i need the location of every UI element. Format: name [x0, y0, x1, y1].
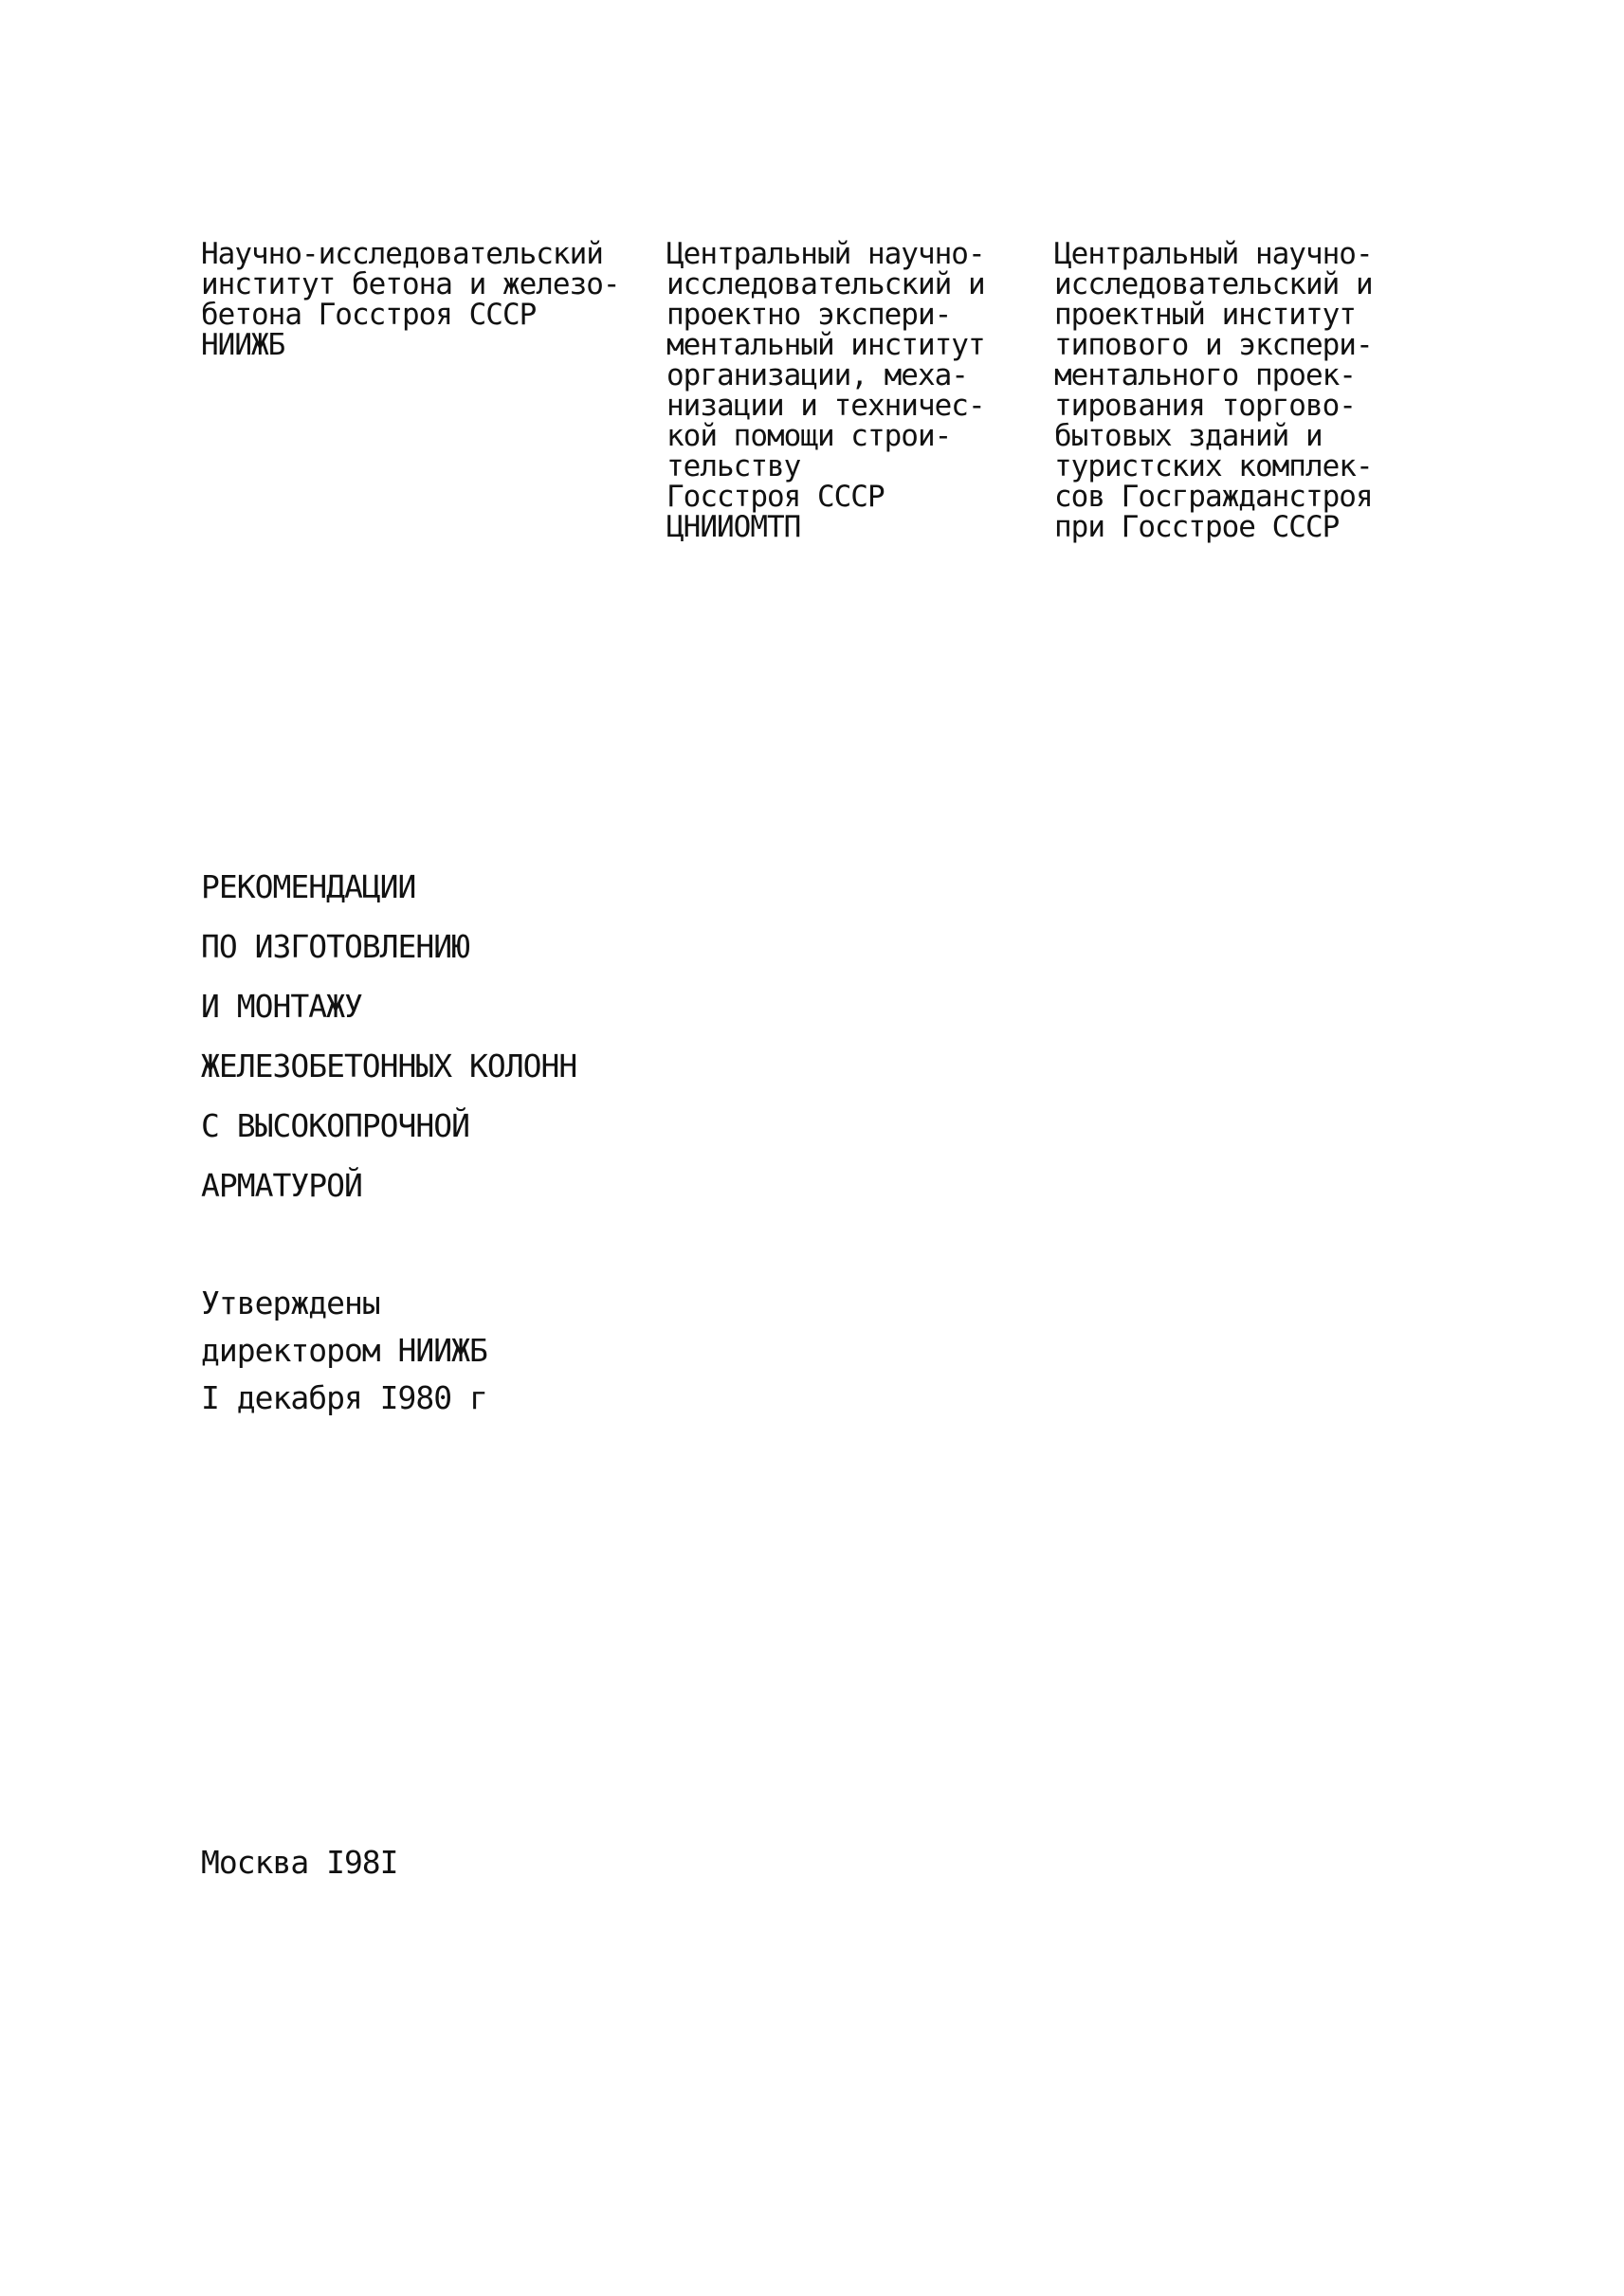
organization-niizhb: [201, 239, 620, 360]
approval-line: Утверждены: [201, 1285, 380, 1321]
organization-line: ментальный институт: [666, 328, 985, 362]
organization-line: тирования торгово-: [1054, 389, 1356, 423]
organization-line: Центральный научно-: [1054, 237, 1373, 271]
organization-line: Научно-исследовательский: [201, 237, 603, 271]
title-line: АРМАТУРОЙ: [201, 1167, 362, 1204]
organization-line: ЦНИИОМТП: [666, 510, 801, 544]
approval-line: I декабря I980 г: [201, 1379, 487, 1416]
organization-line: низации и техничес-: [666, 389, 985, 423]
organization-tsniiep: [1054, 239, 1373, 542]
organization-line: исследовательский и: [1054, 267, 1373, 301]
organization-line: исследовательский и: [666, 267, 985, 301]
title-line: ПО ИЗГОТОВЛЕНИЮ: [201, 928, 470, 965]
organization-line: НИИЖБ: [201, 328, 285, 362]
organization-line: ментального проек-: [1054, 358, 1356, 392]
document-title: [201, 857, 576, 1215]
organization-line: Центральный научно-: [666, 237, 985, 271]
organization-line: бытовых зданий и: [1054, 419, 1323, 453]
organization-line: Госстроя СССР: [666, 480, 885, 514]
organization-tsniiomtp: [666, 239, 985, 542]
title-line: РЕКОМЕНДАЦИИ: [201, 868, 416, 905]
organization-line: кой помощи строи-: [666, 419, 952, 453]
organization-line: проектно экспери-: [666, 298, 952, 332]
publication-imprint: Москва I98I: [201, 1844, 398, 1881]
title-line: И МОНТАЖУ: [201, 988, 362, 1025]
title-line: ЖЕЛЕЗОБЕТОННЫХ КОЛОНН: [201, 1048, 577, 1084]
organization-line: тельству: [666, 449, 801, 483]
title-line: С ВЫСОКОПРОЧНОЙ: [201, 1107, 470, 1144]
organization-line: при Госстрое СССР: [1054, 510, 1340, 544]
organization-line: сов Госгражданстроя: [1054, 480, 1373, 514]
organization-line: туристских комплек-: [1054, 449, 1373, 483]
organization-line: бетона Госстроя СССР: [201, 298, 537, 332]
organization-line: организации, меха-: [666, 358, 968, 392]
organization-line: институт бетона и железо-: [201, 267, 620, 301]
organization-line: типового и экспери-: [1054, 328, 1373, 362]
approval-line: директором НИИЖБ: [201, 1332, 487, 1369]
approval-note: [201, 1280, 487, 1422]
organization-line: проектный институт: [1054, 298, 1356, 332]
